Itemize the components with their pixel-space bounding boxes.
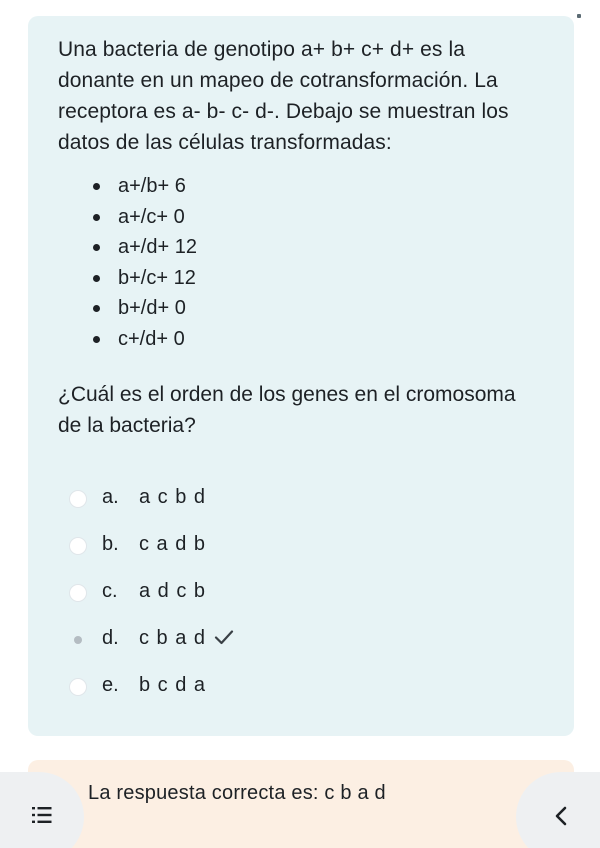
answer-letter: d. <box>102 627 119 649</box>
correct-answer-feedback: La respuesta correcta es: c b a d <box>88 782 386 804</box>
radio-button-selected[interactable] <box>69 631 87 649</box>
list-item-text: a+/d+ 12 <box>118 236 197 258</box>
list-item <box>90 171 544 202</box>
answer-option-e[interactable] <box>58 670 544 717</box>
bullet-icon <box>93 244 100 251</box>
bullet-icon <box>93 275 100 282</box>
bullet-icon <box>93 214 100 221</box>
answer-text-wrap <box>139 627 234 651</box>
bullet-icon <box>93 305 100 312</box>
question-text: Una bacteria de genotipo a+ b+ c+ d+ es la donante en un mapeo de cotransformación. La receptora es a- b- c- d-. Debajo se muestran los datos de las células transformadas: <box>58 38 509 154</box>
radio-button[interactable] <box>69 678 87 696</box>
list-icon <box>32 806 52 829</box>
list-item <box>90 232 544 263</box>
top-marker <box>577 14 581 18</box>
check-icon <box>214 628 234 651</box>
radio-button[interactable] <box>69 490 87 508</box>
question-card <box>28 16 574 736</box>
bullet-icon <box>93 336 100 343</box>
bullet-icon <box>93 183 100 190</box>
answer-letter: a. <box>102 486 119 508</box>
list-item-text: b+/c+ 12 <box>118 266 196 289</box>
list-item-text: a+/b+ 6 <box>118 175 186 197</box>
answer-text: c a d b <box>139 533 207 555</box>
answer-letter: c. <box>102 580 118 602</box>
answer-text: c b a d <box>139 627 207 649</box>
list-item <box>90 324 544 355</box>
answer-option-a[interactable] <box>58 482 544 529</box>
answer-letter: e. <box>102 674 119 696</box>
answer-option-d[interactable] <box>58 623 544 670</box>
list-item <box>90 202 544 233</box>
list-item <box>90 263 544 294</box>
chevron-left-icon <box>554 806 568 831</box>
list-item-text: a+/c+ 0 <box>118 205 185 228</box>
answer-letter: b. <box>102 533 119 555</box>
answer-option-c[interactable] <box>58 576 544 623</box>
list-item-text: c+/d+ 0 <box>118 327 185 350</box>
feedback-card <box>28 760 574 848</box>
radio-button[interactable] <box>69 537 87 555</box>
answer-option-b[interactable] <box>58 529 544 576</box>
list-item <box>90 293 544 324</box>
answer-options <box>58 482 544 717</box>
list-item-text: b+/d+ 0 <box>118 297 186 319</box>
answer-text: a d c b <box>139 580 207 602</box>
question-prompt: ¿Cuál es el orden de los genes en el cromosoma de la bacteria? <box>58 383 516 437</box>
radio-button[interactable] <box>69 584 87 602</box>
answer-text: b c d a <box>139 674 207 696</box>
transformation-data-list <box>58 171 544 354</box>
answer-text: a c b d <box>139 486 207 508</box>
